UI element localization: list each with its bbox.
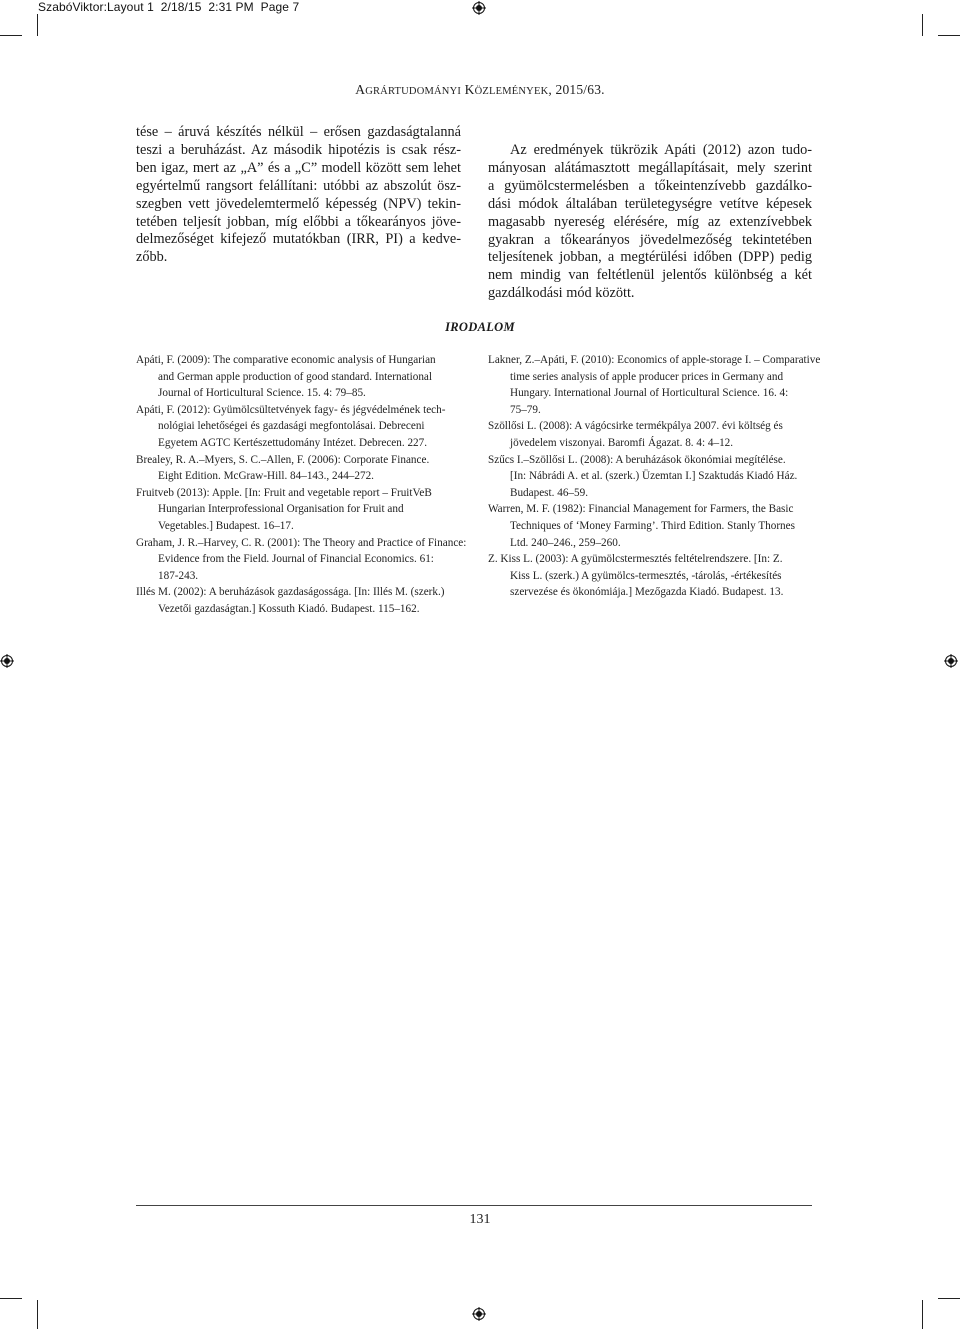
reference-entry [136,402,461,452]
reference-entry [136,535,467,585]
reference-line: Hungary. International Journal of Horticultural Science. 16. 4: [510,387,789,400]
reference-line: Graham, J. R.–Harvey, C. R. (2001): The Theory and Practice of Finance: [136,536,467,549]
reference-line: Evidence from the Field. Journal of Financial Economics. 61: [158,553,434,566]
reference-line: and German apple production of good standard. International [158,370,433,383]
reference-line: Egyetem AGTC Kertészettudomány Intézet. Debrecen. 227. [158,436,428,449]
reference-line: Techniques of ‘Money Farming’. Third Edition. Stanly Thornes [510,519,795,532]
reference-line: Lakner, Z.–Apáti, F. (2010): Economics of apple-storage I. – Comparative [488,354,821,366]
reference-entry [488,418,813,451]
reference-line: Kiss L. (szerk.) A gyümölcs-termesztés, -tárolás, -értékesítés [510,569,782,582]
body-line: tése – áruvá készítés nélkül – erősen gazdaságtalanná [136,124,461,140]
references-right [488,352,821,601]
references-left [136,352,467,618]
reference-line: jövedelem viszonyai. Baromfi Ágazat. 8. 4: 4–12. [510,436,734,449]
crop-mark-bottom-right-v [922,1300,923,1329]
reference-line: nológiai lehetőségei és gazdasági megfontolásai. Debreceni [158,420,425,433]
body-line: gazdálkodási mód között. [488,285,635,302]
body-line: Az eredmények tükrözik Apáti (2012) azon tudo- [510,142,812,158]
reference-line: 187-243. [158,569,199,582]
reference-entry [488,352,821,418]
reference-line: Journal of Horticultural Science. 15. 4: 79–85. [158,387,366,400]
reference-entry [136,584,461,617]
reference-line: Eight Edition. McGraw-Hill. 84–143., 244–272. [158,470,374,483]
reference-line: time series analysis of apple producer prices in Germany and [510,370,784,383]
body-line: dási módok általában területegységre vetítve képesek [488,195,812,212]
page-number: 131 [469,1212,491,1227]
running-head [0,82,960,98]
running-head-cap-k: K [464,82,475,97]
reference-line: Szöllősi L. (2008): A vágócsirke termékpálya 2007. évi költség és [488,420,783,433]
body-line: teljesítenek jobban, a megtérülési időben (DPP) pedig [488,249,812,266]
crop-mark-top-right-h [938,35,960,36]
slug-file: SzabóViktor:Layout 1 [38,0,154,14]
reference-line: Warren, M. F. (1982): Financial Management for Farmers, the Basic [488,503,794,516]
reference-line: [In: Nábrádi A. et al. (szerk.) Üzemtan I.] Szaktudás Kiadó Ház. [510,470,798,483]
reference-line: Szűcs I.–Szöllősi L. (2008): A beruházások ökonómiai megítélése. [488,453,786,466]
reference-line: 75–79. [510,403,541,416]
registration-mark-icon [0,654,14,668]
body-line: delmezőséget kifejező mutatókban (IRR, PI) a kedve- [136,231,461,248]
body-column-right [488,142,812,303]
reference-line: Vegetables.] Budapest. 16–17. [158,519,294,532]
reference-entry [488,501,813,551]
running-head-cap-a: A [355,82,366,97]
registration-mark-icon [472,1307,486,1321]
footer-rule [136,1205,812,1206]
running-head-small-a: GRÁRTUDOMÁNYI [365,86,462,97]
crop-mark-bottom-left-v [37,1300,38,1329]
registration-mark-icon [472,1,486,15]
slug-page: Page 7 [260,0,300,14]
reference-entry [136,352,461,402]
body-line: mányosan alátámasztott megállapításait, mely szerint [488,159,812,176]
reference-line: Vezetői gazdaságtan.] Kossuth Kiadó. Budapest. 115–162. [158,602,420,615]
crop-mark-top-left-v [37,14,38,36]
reference-line: Hungarian Interprofessional Organisation for Fruit and [158,503,404,516]
body-line: magasabb nyereség elérésére, míg az extenzívebbek [488,213,812,230]
body-line: zőbb. [136,249,168,266]
printer-slug [38,0,299,14]
registration-mark-icon [944,654,958,668]
body-line: gyakran a tőkearányos jövedelmezőség tekintetében [488,231,812,248]
body-line: tetében teljesít jobban, míg előbbi a tőkearányos jöve- [136,213,461,230]
slug-date: 2/18/15 [160,0,202,14]
reference-line: Fruitveb (2013): Apple. [In: Fruit and vegetable report – FruitVeB [136,486,432,499]
crop-mark-top-right-v [922,14,923,36]
body-line: a gyümölcstermelésben a tőkeintenzívebb gazdálko- [488,177,812,194]
reference-line: Apáti, F. (2012): Gyümölcsültetvények fagy- és jégvédelmének tech- [136,403,446,416]
reference-entry [488,452,813,502]
body-line: nem mindig van feltétlenül jelentős különbség a két [488,267,812,284]
reference-line: szervezése és ökonómiája.] Mezőgazda Kiadó. Budapest. 13. [510,586,784,599]
reference-entry [488,551,813,601]
slug-time: 2:31 PM [208,0,254,14]
body-line: szegben vett jövedelemtermelő képesség (NPV) tekin- [136,195,461,212]
crop-mark-top-left-h [0,35,22,36]
body-line: teszi a beruházást. Az második hipotézis is csak rész- [136,141,461,158]
reference-line: Ltd. 240–246., 259–260. [510,536,621,549]
running-head-issue: , 2015/63. [548,82,605,97]
body-paragraph [488,142,812,303]
reference-line: Apáti, F. (2009): The comparative economic analysis of Hungarian [136,354,436,366]
body-line: ben igaz, mert az „A” és a „C” modell között sem lehet [136,159,461,176]
reference-entry [136,485,461,535]
body-paragraph [136,124,461,267]
running-head-small-k: ÖZLEMÉNYEK [474,86,549,97]
references-heading: IRODALOM [445,320,515,334]
reference-line: Z. Kiss L. (2003): A gyümölcstermesztés feltételrendszere. [In: Z. [488,553,783,566]
crop-mark-bottom-left-h [0,1298,22,1299]
body-line: egyértelmű rangsort felállítani: utóbbi az abszolút ösz- [136,177,461,194]
reference-line: Illés M. (2002): A beruházások gazdaságossága. [In: Illés M. (szerk.) [136,586,445,599]
reference-entry [136,452,461,485]
crop-mark-bottom-right-h [938,1298,960,1299]
reference-line: Brealey, R. A.–Myers, S. C.–Allen, F. (2006): Corporate Finance. [136,453,430,466]
body-column-left [136,124,461,267]
reference-line: Budapest. 46–59. [510,486,588,499]
